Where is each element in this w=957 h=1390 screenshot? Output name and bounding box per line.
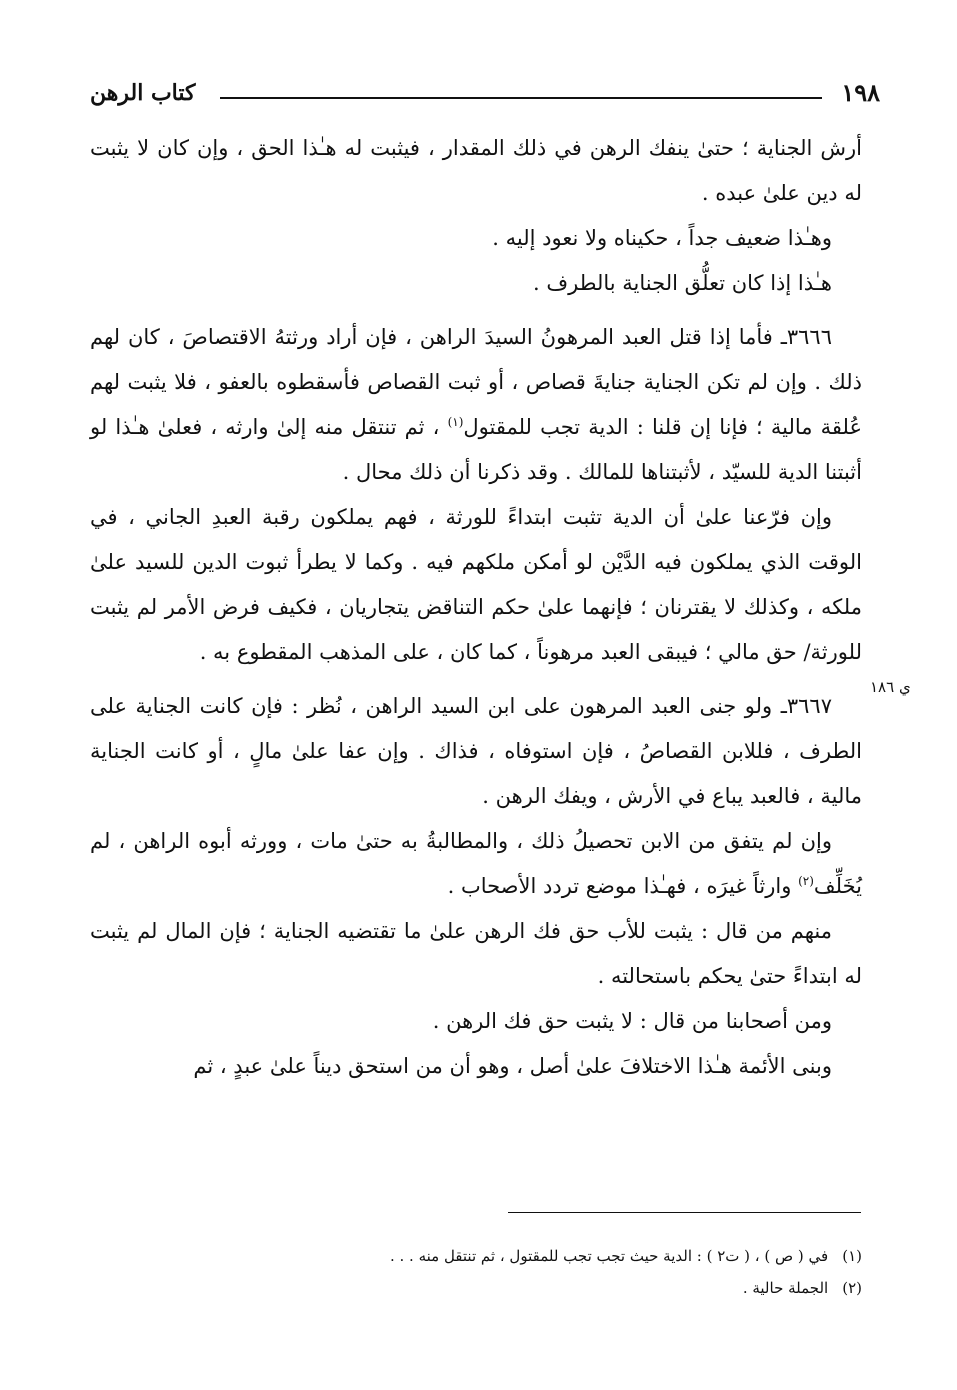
page-header	[90, 78, 880, 112]
paragraph	[90, 315, 862, 495]
footnote-ref: (٢)	[798, 874, 814, 888]
footnote	[120, 1240, 862, 1272]
footnote-text: في ( ص ) ، ( ت٢ ) : الدية حيث تجب تجب للمقتول ، ثم تنتقل منه . . .	[389, 1247, 829, 1265]
footnote-number: (١)	[842, 1247, 862, 1265]
footnote-text: الجملة حالية .	[742, 1279, 829, 1297]
paragraph-text: وارثاً غيرَه ، فهـٰذا موضع تردد الأصحاب .	[447, 874, 799, 898]
paragraph: أرش الجناية ؛ حتىٰ ينفك الرهن في ذلك المقدار ، فيثبت له هـٰذا الحق ، وإن كان لا يثبت له دين علىٰ عبده .	[90, 136, 862, 205]
footnote-number: (٢)	[842, 1279, 862, 1297]
paragraph-text: ٣٦٦٦ـ فأما إذا قتل العبد المرهونُ السيدَ الراهن ، فإن أراد ورثتهُ الاقتصاصَ ، كان لهم ذلك . وإن لم تكن الجناية جنايةَ قصاص ، أو ثبت القصاص فأسقطوه بالعفو ، فلا يثبت لهم عُلقة مالية ؛ فإنا إن قلنا : الدية تجب للمقتول	[90, 325, 862, 439]
header-rule	[220, 97, 822, 99]
paragraph: ٣٦٦٧ـ ولو جنى العبد المرهون على ابن السيد الراهن ، نُظر : فإن كانت الجناية على الطرف ، فللابن القصاصُ ، فإن استوفاه ، فذاك . وإن عفا علىٰ مالٍ ، أو كانت الجناية مالية ، فالعبد يباع في الأرش ، ويفك الرهن .	[90, 694, 862, 808]
paragraph	[90, 819, 862, 909]
margin-folio-note: ي ١٨٦	[870, 678, 911, 696]
running-title: كتاب الرهن	[90, 80, 196, 106]
paragraph-text: وإن لم يتفق من الابن تحصيلُ ذلك ، والمطالبةُ به حتىٰ مات ، وورثه أبوه الراهن ، لم يُخَلِّف	[90, 829, 862, 898]
paragraph: وإن فرّعنا علىٰ أن الدية تثبت ابتداءً للورثة ، فهم يملكون رقبة العبدِ الجاني ، في الوقت الذي يملكون فيه الدَّيْن لو أمكن ملكهم فيه . وكما لا يطرأ ثبوت الدين للسيد علىٰ ملكه ، وكذلك لا يقترنان ؛ فإنهما علىٰ حكم التناقض يتجاريان ، فكيف فرض الأمر لم يثبت للورثة/ حق مالي ؛ فيبقى العبد مرهوناً ، كما كان ، على المذهب المقطوع به .	[90, 505, 862, 664]
footnote-ref: (١)	[447, 415, 464, 429]
main-text	[90, 126, 862, 1089]
paragraph-text: ، ثم تنتقل منه إلىٰ وارثه ، فعلىٰ هـٰذا لو أثبتنا الدية للسيّد ، لأثبتناها للمالك . وقد ذكرنا أن ذلك محال .	[90, 415, 862, 484]
footnote	[120, 1272, 862, 1304]
paragraph: وبنى الأئمة هـٰذا الاختلافَ علىٰ أصل ، وهو أن من استحق ديناً علىٰ عبدٍ ، ثم	[193, 1054, 832, 1078]
paragraph: وهـٰذا ضعيف جداً ، حكيناه ولا نعود إليه .	[492, 226, 832, 250]
footnote-rule	[508, 1212, 861, 1213]
paragraph: هـٰذا إذا كان تعلُّق الجناية بالطرف .	[533, 271, 832, 295]
paragraph: منهم من قال : يثبت للأب حق فك الرهن علىٰ ما تقتضيه الجناية ؛ فإن المال لم يثبت له ابتداءً حتىٰ يحكم باستحالته .	[90, 919, 862, 988]
footnotes	[120, 1240, 862, 1304]
paragraph: ومن أصحابنا من قال : لا يثبت حق فك الرهن .	[432, 1009, 832, 1033]
page-number: ١٩٨	[841, 78, 880, 107]
